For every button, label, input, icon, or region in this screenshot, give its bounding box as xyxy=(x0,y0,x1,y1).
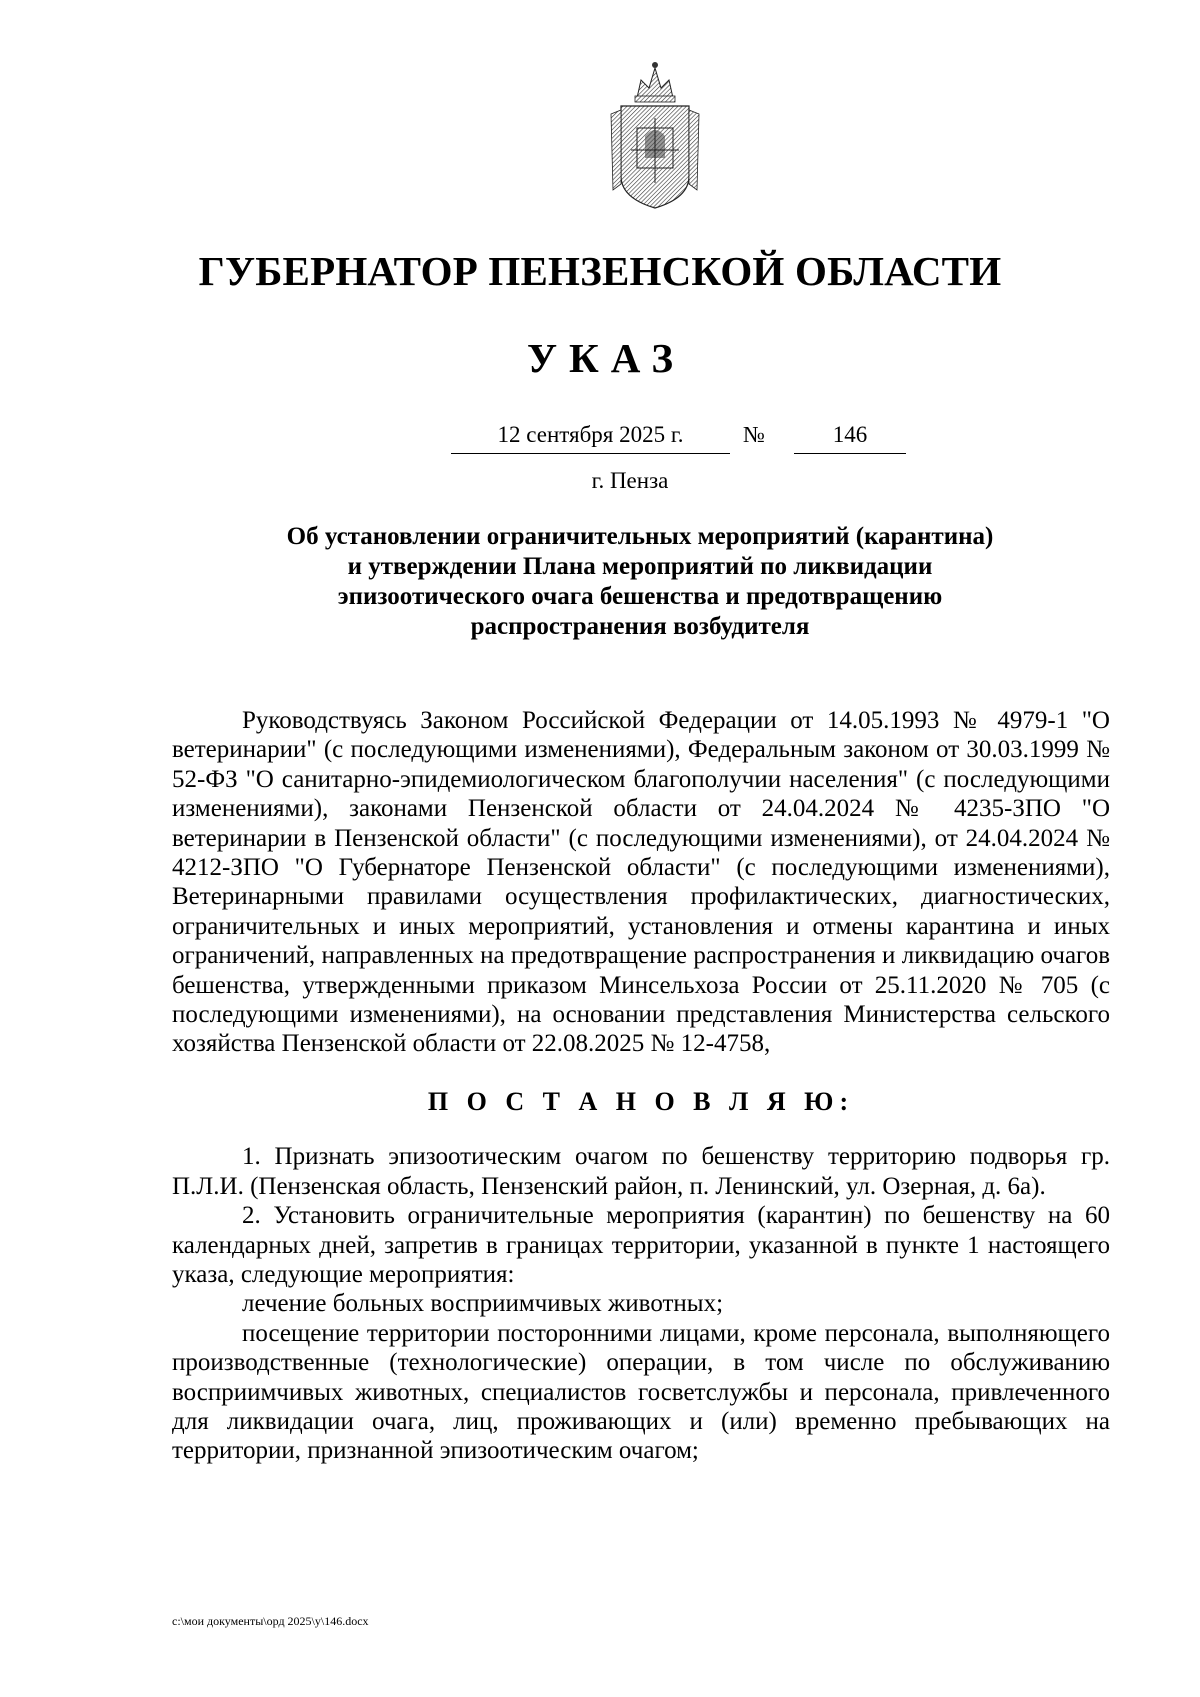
preamble-paragraph: Руководствуясь Законом Российской Федерации от 14.05.1993 № 4979-1 "О ветеринарии" (с последующими изменениями), Федеральным законом от 30.03.1999 № 52-ФЗ "О санитарно-эпидемиологическом благополучии населения" (с последующими изменениями), законами Пензенской области от 24.04.2024 № 4235-ЗПО "О ветеринарии в Пензенской области" (с последующими изменениями), от 24.04.2024 № 4212-ЗПО "О Губернаторе Пензенской области" (с последующими изменениями), Ветеринарными правилами осуществления профилактических, диагностических, ограничительных и иных мероприятий, установления и отмены карантина и иных ограничений, направленных на предотвращение распространения и ликвидацию очагов бешенства, утвержденными приказом Минсельхоза России от 25.11.2020 № 705 (с последующими изменениями), на основании представления Министерства сельского хозяйства Пензенской области от 22.08.2025 № 12-4758, xyxy=(172,707,1110,1058)
date-number-line xyxy=(451,420,901,456)
decree-heading: П О С Т А Н О В Л Я Ю: xyxy=(427,1086,855,1116)
authority-title: ГУБЕРНАТОР ПЕНЗЕНСКОЙ ОБЛАСТИ xyxy=(198,248,1002,294)
document-body xyxy=(172,706,1110,1466)
title-line: распространения возбудителя xyxy=(470,613,810,640)
body-paragraph: посещение территории посторонними лицами, кроме персонала, выполняющего производственные (технологические) операции, в том числе по обслуживанию восприимчивых животных, специалистов госветслужбы и персонала, привлеченного для ликвидации очага, лиц, проживающих и (или) временно пребывающих на территории, признанной эпизоотическим очагом; xyxy=(172,1319,1110,1465)
body-paragraph: 1. Признать эпизоотическим очагом по бешенству территорию подворья гр. П.Л.И. (Пензенская область, Пензенский район, п. Ленинский, ул. Озерная, д. 6а). xyxy=(172,1143,1110,1200)
title-line: эпизоотического очага бешенства и предотвращению xyxy=(337,583,943,610)
title-line: и утверждении Плана мероприятий по ликвидации xyxy=(347,553,933,580)
document-title xyxy=(170,522,1110,642)
document-date: 12 сентября 2025 г. xyxy=(451,420,730,454)
coat-of-arms-emblem xyxy=(607,58,703,216)
document-number: 146 xyxy=(794,420,906,454)
body-paragraph: лечение больных восприимчивых животных; xyxy=(242,1290,724,1318)
body-paragraph: 2. Установить ограничительные мероприятия (карантин) по бешенству на 60 календарных дней, запретив в границах территории, указанной в пункте 1 настоящего указа, следующие мероприятия: xyxy=(172,1202,1110,1288)
file-path-footer: c:\мои документы\орд 2025\у\146.docx xyxy=(172,1614,369,1628)
title-line: Об установлении ограничительных мероприятий (карантина) xyxy=(286,523,994,550)
number-sign: № xyxy=(743,422,765,447)
document-type: УКАЗ xyxy=(526,335,686,381)
document-city: г. Пенза xyxy=(591,468,669,493)
